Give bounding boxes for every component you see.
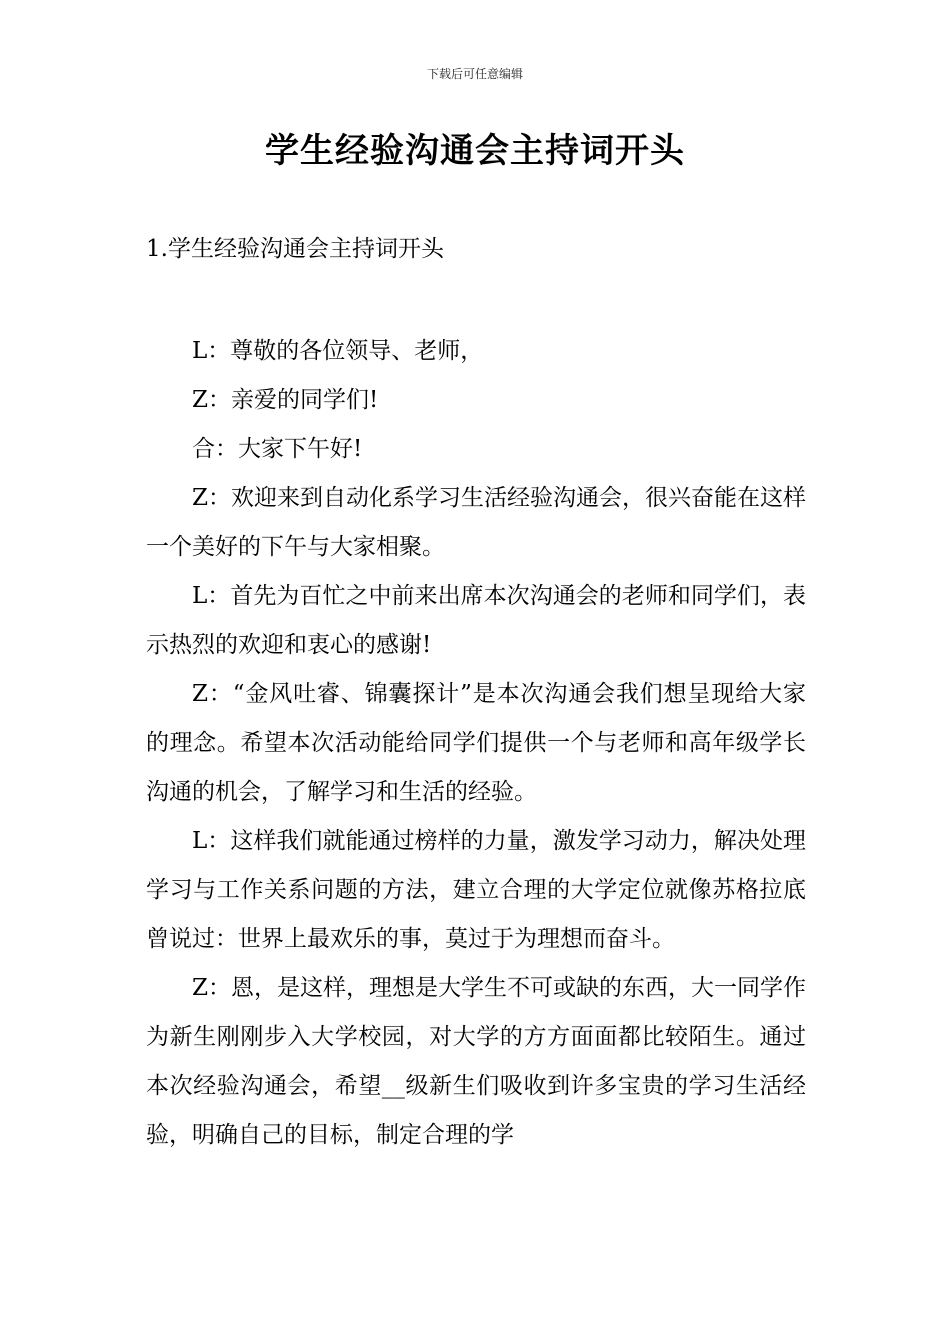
paragraph: L：这样我们就能通过榜样的力量，激发学习动力，解决处理学习与工作关系问题的方法，建立合理的大学定位就像苏格拉底曾说过：世界上最欢乐的事，莫过于为理想而奋斗。	[146, 828, 806, 952]
paragraph: L：首先为百忙之中前来出席本次沟通会的老师和同学们，表示热烈的欢迎和衷心的感谢!	[146, 583, 806, 658]
header-note: 下载后可任意编辑	[426, 67, 523, 81]
document-body	[146, 327, 806, 1160]
paragraph: L：尊敬的各位领导、老师，	[192, 338, 484, 364]
document-title: 学生经验沟通会主持词开头	[265, 131, 685, 171]
section-heading: 1.学生经验沟通会主持词开头	[146, 236, 444, 262]
paragraph: Z：亲爱的同学们!	[192, 387, 379, 413]
paragraph: 合：大家下午好!	[192, 436, 363, 462]
paragraph: Z：欢迎来到自动化系学习生活经验沟通会，很兴奋能在这样一个美好的下午与大家相聚。	[146, 485, 806, 560]
paragraph: Z：“金风吐睿、锦囊探计”是本次沟通会我们想呈现给大家的理念。希望本次活动能给同学们提供一个与老师和高年级学长沟通的机会，了解学习和生活的经验。	[146, 681, 806, 805]
paragraph: Z：恩，是这样，理想是大学生不可或缺的东西，大一同学作为新生刚刚步入大学校园，对大学的方方面面都比较陌生。通过本次经验沟通会，希望__级新生们吸收到许多宝贵的学习生活经验，明确自己的目标，制定合理的学	[146, 975, 806, 1148]
